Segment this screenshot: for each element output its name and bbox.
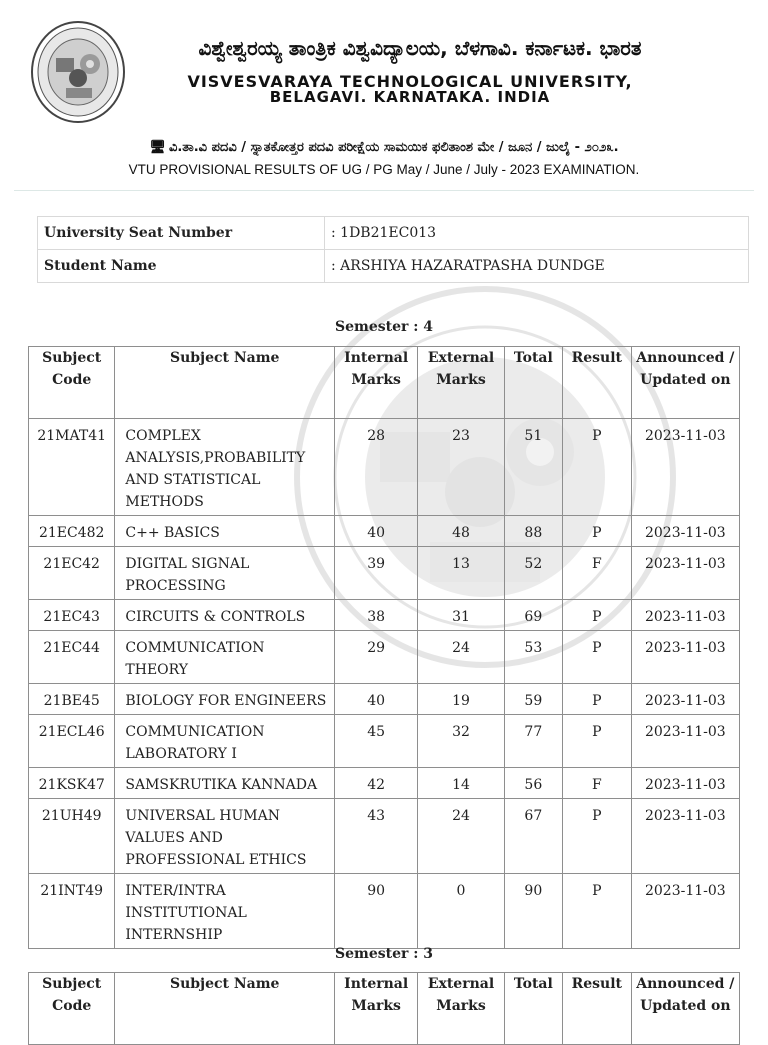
- usn-row: [38, 217, 749, 250]
- result-cell: F: [562, 768, 631, 799]
- announced-date-cell: 2023-11-03: [631, 631, 739, 684]
- col-announced: Announced / Updated on: [631, 973, 739, 1045]
- col-external-marks: External Marks: [418, 347, 504, 419]
- announced-date-cell: 2023-11-03: [631, 684, 739, 715]
- total-marks-cell: 67: [504, 799, 562, 874]
- col-total: Total: [504, 347, 562, 419]
- announced-date-cell: 2023-11-03: [631, 419, 739, 516]
- subject-code-cell: 21BE45: [29, 684, 115, 715]
- subject-code-cell: 21EC44: [29, 631, 115, 684]
- total-marks-cell: 51: [504, 419, 562, 516]
- external-marks-cell: 13: [418, 547, 504, 600]
- subject-name-cell: BIOLOGY FOR ENGINEERS: [115, 684, 335, 715]
- computer-icon: 🖥: [149, 140, 166, 155]
- total-marks-cell: 90: [504, 874, 562, 949]
- subject-name-cell: C++ BASICS: [115, 516, 335, 547]
- subject-name-cell: SAMSKRUTIKA KANNADA: [115, 768, 335, 799]
- internal-marks-cell: 38: [335, 600, 418, 631]
- external-marks-cell: 14: [418, 768, 504, 799]
- col-subject-code: Subject Code: [29, 347, 115, 419]
- external-marks-cell: 0: [418, 874, 504, 949]
- student-name-row: [38, 250, 749, 283]
- subject-code-cell: 21INT49: [29, 874, 115, 949]
- university-title-english-line2: BELAGAVI. KARNATAKA. INDIA: [269, 88, 551, 106]
- internal-marks-cell: 39: [335, 547, 418, 600]
- table-header-row: [29, 347, 740, 419]
- subject-code-cell: 21MAT41: [29, 419, 115, 516]
- external-marks-cell: 19: [418, 684, 504, 715]
- external-marks-cell: 31: [418, 600, 504, 631]
- total-marks-cell: 53: [504, 631, 562, 684]
- subject-name-cell: INTER/INTRA INSTITUTIONAL INTERNSHIP: [115, 874, 335, 949]
- university-title-english-line1: VISVESVARAYA TECHNOLOGICAL UNIVERSITY,: [187, 72, 633, 91]
- internal-marks-cell: 90: [335, 874, 418, 949]
- exam-title-kannada-text: ವಿ.ತಾ.ವಿ ಪದವಿ / ಸ್ನಾತಕೋತ್ತರ ಪದವಿ ಪರೀಕ್ಷೆಯ ಸಾಮಯಿಕ ಫಲಿತಾಂಶ ಮೇ / ಜೂನ / ಜುಲೈ - ೨೦೨೩.: [168, 140, 619, 155]
- col-subject-name: Subject Name: [115, 347, 335, 419]
- internal-marks-cell: 42: [335, 768, 418, 799]
- internal-marks-cell: 40: [335, 516, 418, 547]
- subject-code-cell: 21KSK47: [29, 768, 115, 799]
- header-divider: [14, 190, 754, 191]
- external-marks-cell: 24: [418, 631, 504, 684]
- semester-4-title: Semester : 4: [334, 319, 434, 335]
- table-header-row: [29, 973, 740, 1045]
- subject-name-cell: CIRCUITS & CONTROLS: [115, 600, 335, 631]
- announced-date-cell: 2023-11-03: [631, 516, 739, 547]
- total-marks-cell: 77: [504, 715, 562, 768]
- announced-date-cell: 2023-11-03: [631, 600, 739, 631]
- semester-3-results-table: [28, 972, 740, 1045]
- table-row: [29, 799, 740, 874]
- semester-3-title: Semester : 3: [334, 946, 434, 962]
- student-info-table: [37, 216, 749, 283]
- subject-code-cell: 21EC43: [29, 600, 115, 631]
- col-internal-marks: Internal Marks: [335, 973, 418, 1045]
- internal-marks-cell: 40: [335, 684, 418, 715]
- table-row: [29, 715, 740, 768]
- result-cell: P: [562, 600, 631, 631]
- col-result: Result: [562, 973, 631, 1045]
- semester-4-results-table: [28, 346, 740, 949]
- student-name-value: : ARSHIYA HAZARATPASHA DUNDGE: [325, 250, 749, 283]
- result-cell: P: [562, 631, 631, 684]
- subject-name-cell: UNIVERSAL HUMAN VALUES AND PROFESSIONAL ETHICS: [115, 799, 335, 874]
- table-row: [29, 874, 740, 949]
- subject-code-cell: 21EC42: [29, 547, 115, 600]
- internal-marks-cell: 28: [335, 419, 418, 516]
- page-header: [0, 0, 768, 192]
- result-cell: P: [562, 715, 631, 768]
- external-marks-cell: 24: [418, 799, 504, 874]
- table-row: [29, 631, 740, 684]
- subject-name-cell: COMPLEX ANALYSIS,PROBABILITY AND STATISTICAL METHODS: [115, 419, 335, 516]
- subject-code-cell: 21EC482: [29, 516, 115, 547]
- external-marks-cell: 48: [418, 516, 504, 547]
- internal-marks-cell: 45: [335, 715, 418, 768]
- total-marks-cell: 56: [504, 768, 562, 799]
- usn-value: : 1DB21EC013: [325, 217, 749, 250]
- result-cell: P: [562, 799, 631, 874]
- col-subject-code: Subject Code: [29, 973, 115, 1045]
- university-logo: [30, 20, 126, 124]
- university-title-kannada: ವಿಶ್ವೇಶ್ವರಯ್ಯ ತಾಂತ್ರಿಕ ವಿಶ್ವವಿದ್ಯಾಲಯ, ಬೆಳಗಾವಿ. ಕರ್ನಾಟಕ. ಭಾರತ: [198, 36, 642, 60]
- announced-date-cell: 2023-11-03: [631, 547, 739, 600]
- table-row: [29, 516, 740, 547]
- total-marks-cell: 59: [504, 684, 562, 715]
- usn-label: University Seat Number: [38, 217, 325, 250]
- result-cell: P: [562, 419, 631, 516]
- table-row: [29, 547, 740, 600]
- subject-code-cell: 21UH49: [29, 799, 115, 874]
- subject-name-cell: DIGITAL SIGNAL PROCESSING: [115, 547, 335, 600]
- table-row: [29, 419, 740, 516]
- external-marks-cell: 32: [418, 715, 504, 768]
- external-marks-cell: 23: [418, 419, 504, 516]
- subject-code-cell: 21ECL46: [29, 715, 115, 768]
- internal-marks-cell: 43: [335, 799, 418, 874]
- col-result: Result: [562, 347, 631, 419]
- result-cell: P: [562, 684, 631, 715]
- announced-date-cell: 2023-11-03: [631, 768, 739, 799]
- student-name-label: Student Name: [38, 250, 325, 283]
- col-total: Total: [504, 973, 562, 1045]
- col-external-marks: External Marks: [418, 973, 504, 1045]
- exam-title-english: VTU PROVISIONAL RESULTS OF UG / PG May / June / July - 2023 EXAMINATION.: [128, 162, 640, 177]
- col-subject-name: Subject Name: [115, 973, 335, 1045]
- total-marks-cell: 52: [504, 547, 562, 600]
- col-internal-marks: Internal Marks: [335, 347, 418, 419]
- subject-name-cell: COMMUNICATION THEORY: [115, 631, 335, 684]
- result-cell: F: [562, 547, 631, 600]
- total-marks-cell: 69: [504, 600, 562, 631]
- result-cell: P: [562, 516, 631, 547]
- table-row: [29, 600, 740, 631]
- total-marks-cell: 88: [504, 516, 562, 547]
- table-row: [29, 768, 740, 799]
- table-row: [29, 684, 740, 715]
- exam-title-kannada: [0, 140, 768, 155]
- subject-name-cell: COMMUNICATION LABORATORY I: [115, 715, 335, 768]
- announced-date-cell: 2023-11-03: [631, 874, 739, 949]
- announced-date-cell: 2023-11-03: [631, 715, 739, 768]
- result-cell: P: [562, 874, 631, 949]
- semester-4-rows: [29, 419, 740, 949]
- col-announced: Announced / Updated on: [631, 347, 739, 419]
- announced-date-cell: 2023-11-03: [631, 799, 739, 874]
- internal-marks-cell: 29: [335, 631, 418, 684]
